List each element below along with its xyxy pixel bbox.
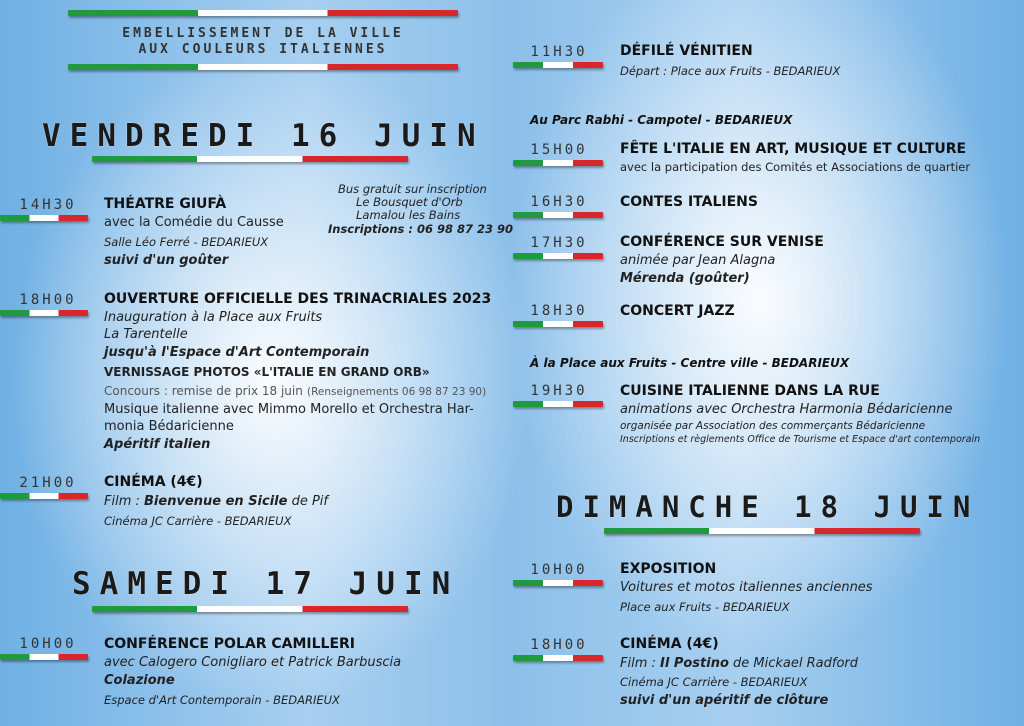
flag-stripe: [513, 212, 603, 218]
bus-note-phone: Inscriptions : 06 98 87 23 90: [328, 222, 513, 236]
event-time: 21H00: [19, 475, 77, 491]
event-title: CINÉMA (4€): [620, 636, 719, 652]
event-title: CUISINE ITALIENNE DANS LA RUE: [620, 383, 880, 399]
event-title: CONTES ITALIENS: [620, 194, 758, 210]
event-time: 14H30: [19, 197, 77, 213]
event-time: 16H30: [530, 194, 588, 210]
event-detail: avec Calogero Conigliaro et Patrick Barbuscia: [104, 655, 402, 670]
event-detail: VERNISSAGE PHOTOS «L'ITALIE EN GRAND ORB»: [104, 365, 430, 379]
event-detail: [104, 494, 328, 509]
event-detail: Apéritif italien: [104, 437, 211, 452]
event-title: CINÉMA (4€): [104, 474, 203, 490]
event-detail-info: (Renseignements 06 98 87 23 90): [306, 386, 487, 398]
event-time: 10H00: [530, 562, 588, 578]
event-detail: avec la Comédie du Causse: [104, 215, 284, 230]
flag-stripe: [68, 64, 458, 70]
day-heading-saturday: SAMEDI 17 JUIN: [72, 566, 460, 602]
event-detail: Mérenda (goûter): [620, 271, 750, 286]
event-title: CONFÉRENCE POLAR CAMILLERI: [104, 636, 356, 652]
event-title: CONCERT JAZZ: [620, 303, 735, 319]
event-detail: Musique italienne avec Mimmo Morello et Orchestra Har-: [104, 402, 474, 417]
venue-heading: Au Parc Rabhi - Campotel - BEDARIEUX: [530, 113, 793, 127]
event-title: CONFÉRENCE SUR VENISE: [620, 234, 824, 250]
event-time: 17H30: [530, 235, 588, 251]
film-title: Bienvenue en Sicile: [144, 494, 288, 509]
event-detail: Inscriptions et règlements Office de Tourisme et Espace d'art contemporain: [620, 434, 981, 445]
event-title: DÉFILÉ VÉNITIEN: [620, 43, 753, 59]
film-suffix: de Pif: [287, 494, 328, 509]
flag-stripe: [513, 655, 603, 661]
event-title: THÉATRE GIUFÀ: [104, 196, 227, 212]
bus-note-2: Le Bousquet d'Orb: [356, 195, 463, 209]
event-venue: Espace d'Art Contemporain - BEDARIEUX: [104, 693, 340, 707]
flag-stripe: [604, 528, 920, 534]
event-time: 11H30: [530, 44, 588, 60]
event-detail: animée par Jean Alagna: [620, 253, 776, 268]
event-time: 18H00: [530, 637, 588, 653]
event-title: EXPOSITION: [620, 561, 717, 577]
event-detail: avec la participation des Comités et Associations de quartier: [620, 160, 971, 174]
event-venue: Cinéma JC Carrière - BEDARIEUX: [104, 514, 292, 528]
event-title: OUVERTURE OFFICIELLE DES TRINACRIALES 2023: [104, 291, 492, 307]
event-time: 10H00: [19, 636, 77, 652]
event-detail: jusqu'à l'Espace d'Art Contemporain: [104, 345, 370, 360]
film-suffix: de Mickael Radford: [728, 656, 858, 671]
event-detail-contest: Concours : remise de prix 18 juin: [104, 384, 303, 398]
banner-line-1: EMBELLISSEMENT DE LA VILLE: [122, 26, 404, 41]
flag-stripe: [0, 654, 88, 660]
film-title: Il Postino: [660, 656, 729, 671]
event-detail: Colazione: [104, 673, 175, 688]
event-detail: animations avec Orchestra Harmonia Bédaricienne: [620, 402, 953, 417]
flag-stripe: [0, 310, 88, 316]
flag-stripe: [513, 401, 603, 407]
event-detail: Voitures et motos italiennes anciennes: [620, 580, 873, 595]
film-prefix: Film :: [104, 494, 145, 509]
banner-line-2: AUX COULEURS ITALIENNES: [138, 42, 388, 57]
bus-note-1: Bus gratuit sur inscription: [338, 182, 487, 196]
event-venue: Salle Léo Ferré - BEDARIEUX: [104, 235, 269, 249]
flag-stripe: [513, 160, 603, 166]
flag-stripe: [92, 606, 408, 612]
flag-stripe: [513, 580, 603, 586]
venue-heading: À la Place aux Fruits - Centre ville - BEDARIEUX: [530, 356, 850, 370]
event-venue: Cinéma JC Carrière - BEDARIEUX: [620, 675, 808, 689]
event-venue: Place aux Fruits - BEDARIEUX: [620, 600, 790, 614]
event-detail: [620, 656, 858, 671]
event-detail: La Tarentelle: [104, 327, 188, 342]
event-time: 18H00: [19, 292, 77, 308]
event-detail: [104, 384, 486, 399]
flag-stripe: [513, 253, 603, 259]
event-detail: monia Bédaricienne: [104, 419, 234, 434]
event-detail: suivi d'un goûter: [104, 253, 229, 268]
event-detail: Inauguration à la Place aux Fruits: [104, 310, 323, 325]
event-time: 19H30: [530, 383, 588, 399]
event-time: 18H30: [530, 303, 588, 319]
event-detail: organisée par Association des commerçants Bédaricienne: [620, 420, 926, 432]
bus-note-3: Lamalou les Bains: [356, 208, 461, 222]
event-detail: suivi d'un apéritif de clôture: [620, 693, 829, 708]
film-prefix: Film :: [620, 656, 661, 671]
event-title: FÊTE L'ITALIE EN ART, MUSIQUE ET CULTURE: [620, 141, 967, 157]
event-venue: Départ : Place aux Fruits - BEDARIEUX: [620, 64, 841, 78]
flag-stripe: [0, 215, 88, 221]
flag-stripe: [68, 10, 458, 16]
flag-stripe: [92, 156, 408, 162]
day-heading-sunday: DIMANCHE 18 JUIN: [556, 490, 980, 524]
flag-stripe: [513, 321, 603, 327]
event-time: 15H00: [530, 142, 588, 158]
flag-stripe: [0, 493, 88, 499]
flag-stripe: [513, 62, 603, 68]
day-heading-friday: VENDREDI 16 JUIN: [42, 118, 485, 154]
